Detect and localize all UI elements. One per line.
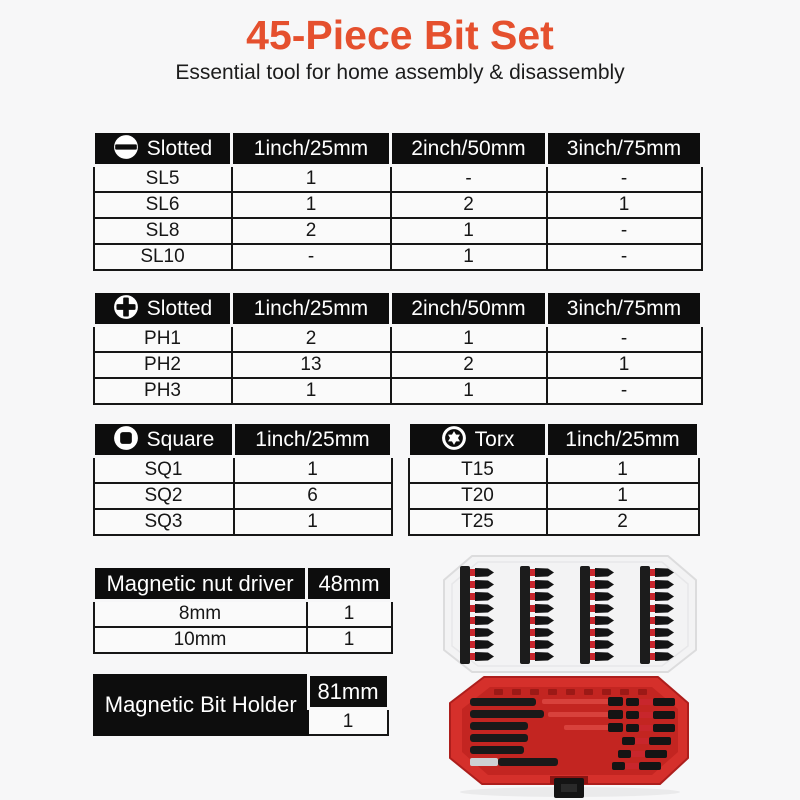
qty-cell: - xyxy=(547,166,702,193)
qty-cell: 1 xyxy=(308,709,388,736)
column-header: 3inch/75mm xyxy=(547,132,702,166)
bit-size-cell: 8mm xyxy=(94,601,307,628)
torx-star-icon xyxy=(441,425,467,451)
qty-cell: 1 xyxy=(391,326,547,353)
square-recess-icon xyxy=(113,425,139,451)
bit-size-cell: PH2 xyxy=(94,352,232,378)
table-row xyxy=(94,218,702,244)
phillips-bits-table xyxy=(92,290,703,405)
column-header: 1inch/25mm xyxy=(234,423,392,457)
column-header-slotted xyxy=(94,132,232,166)
qty-cell: 1 xyxy=(547,483,699,509)
table-row xyxy=(94,166,702,193)
product-photo xyxy=(424,550,714,800)
table-row xyxy=(94,601,392,628)
column-header: 2inch/50mm xyxy=(391,132,547,166)
qty-cell: - xyxy=(547,378,702,404)
table-row xyxy=(409,483,699,509)
qty-cell: - xyxy=(547,244,702,270)
case-lid xyxy=(444,556,696,672)
table-row xyxy=(94,457,392,484)
table-row xyxy=(94,352,702,378)
qty-cell: 1 xyxy=(307,601,392,628)
column-header: 48mm xyxy=(307,567,392,601)
case-base xyxy=(450,677,688,798)
table-header-row xyxy=(94,567,392,601)
table-row xyxy=(409,457,699,484)
bit-holder-table xyxy=(93,673,390,736)
column-header-label: Slotted xyxy=(146,136,213,160)
column-header: Magnetic nut driver xyxy=(94,567,307,601)
qty-cell: 1 xyxy=(391,218,547,244)
column-header-phillips xyxy=(94,292,232,326)
column-header-label: Torx xyxy=(474,427,515,451)
column-header: 1inch/25mm xyxy=(547,423,699,457)
bit-size-cell: SL10 xyxy=(94,244,232,270)
torx-bits-table xyxy=(407,421,700,536)
bit-size-cell: SQ2 xyxy=(94,483,234,509)
qty-cell: 2 xyxy=(391,192,547,218)
table-row xyxy=(94,192,702,218)
bit-size-cell: PH3 xyxy=(94,378,232,404)
qty-cell: 1 xyxy=(391,244,547,270)
table-header-row xyxy=(94,292,702,326)
qty-cell: 13 xyxy=(232,352,391,378)
qty-cell: 1 xyxy=(307,627,392,653)
column-header: 1inch/25mm xyxy=(232,132,391,166)
column-header: 3inch/75mm xyxy=(547,292,702,326)
qty-cell: 2 xyxy=(232,326,391,353)
column-header-torx xyxy=(409,423,547,457)
qty-cell: 6 xyxy=(234,483,392,509)
bit-size-cell: PH1 xyxy=(94,326,232,353)
bit-size-cell: T15 xyxy=(409,457,547,484)
column-header-square xyxy=(94,423,234,457)
phillips-cross-icon xyxy=(113,294,139,320)
table-row xyxy=(409,509,699,535)
qty-cell: 1 xyxy=(232,166,391,193)
qty-cell: 1 xyxy=(547,192,702,218)
table-header-row xyxy=(94,132,702,166)
page-title: 45-Piece Bit Set xyxy=(246,12,554,58)
qty-cell: 2 xyxy=(232,218,391,244)
bit-size-cell: 10mm xyxy=(94,627,307,653)
case-latch xyxy=(550,776,588,798)
bit-size-cell: SL6 xyxy=(94,192,232,218)
table-row xyxy=(94,627,392,653)
qty-cell: - xyxy=(232,244,391,270)
column-header: 2inch/50mm xyxy=(391,292,547,326)
column-header-label: Slotted xyxy=(146,296,213,320)
slotted-flathead-icon xyxy=(113,134,139,160)
column-header: 81mm xyxy=(308,675,388,709)
qty-cell: 1 xyxy=(232,378,391,404)
qty-cell: 1 xyxy=(547,457,699,484)
qty-cell: - xyxy=(391,166,547,193)
table-row xyxy=(94,483,392,509)
qty-cell: 2 xyxy=(391,352,547,378)
qty-cell: 1 xyxy=(547,352,702,378)
bit-holder-label-cell: Magnetic Bit Holder xyxy=(94,675,308,736)
page-subtitle: Essential tool for home assembly & disassembly xyxy=(175,61,625,84)
table-header-row xyxy=(409,423,699,457)
bit-size-cell: SQ3 xyxy=(94,509,234,535)
nut-driver-table xyxy=(92,565,393,654)
qty-cell: - xyxy=(547,326,702,353)
column-header: 1inch/25mm xyxy=(232,292,391,326)
table-row xyxy=(94,509,392,535)
table-row xyxy=(94,378,702,404)
table-row xyxy=(94,675,388,709)
bit-size-cell: T20 xyxy=(409,483,547,509)
table-row xyxy=(94,326,702,353)
table-row xyxy=(94,244,702,270)
bit-size-cell: SL8 xyxy=(94,218,232,244)
qty-cell: 1 xyxy=(234,509,392,535)
bit-size-cell: SL5 xyxy=(94,166,232,193)
bit-size-cell: T25 xyxy=(409,509,547,535)
bit-size-cell: SQ1 xyxy=(94,457,234,484)
slotted-bits-table xyxy=(92,130,703,271)
square-bits-table xyxy=(92,421,393,536)
qty-cell: 1 xyxy=(391,378,547,404)
column-header-label: Square xyxy=(146,427,215,451)
qty-cell: - xyxy=(547,218,702,244)
qty-cell: 1 xyxy=(234,457,392,484)
table-header-row xyxy=(94,423,392,457)
qty-cell: 2 xyxy=(547,509,699,535)
qty-cell: 1 xyxy=(232,192,391,218)
